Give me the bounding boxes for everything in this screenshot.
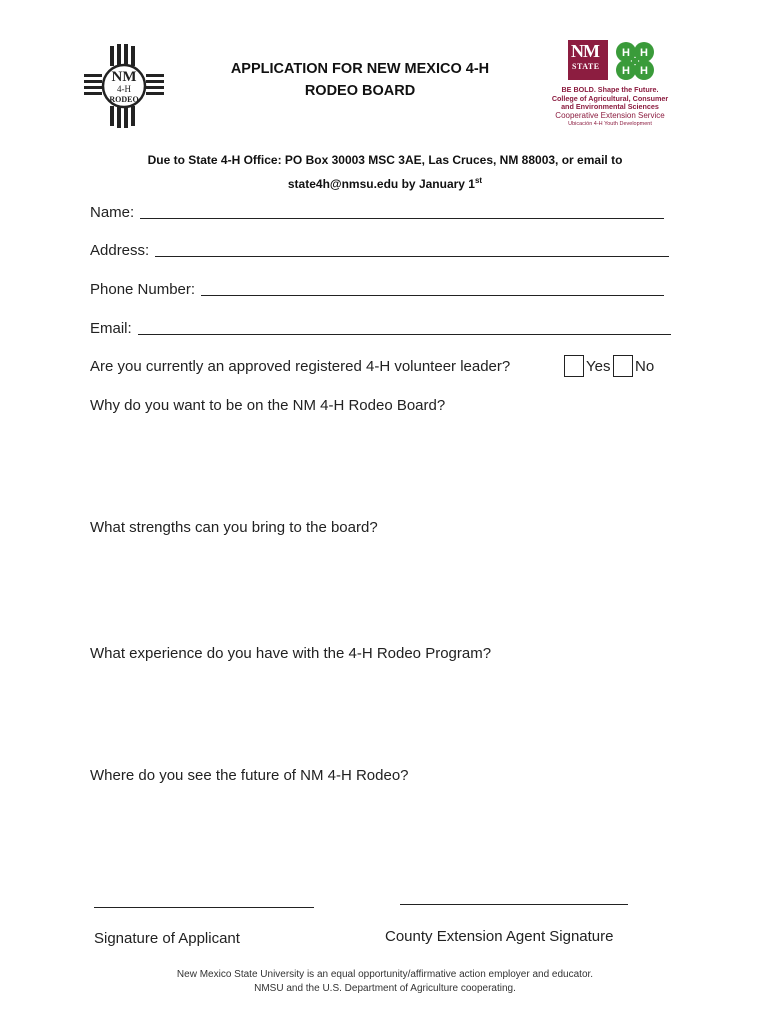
name-field-row [90,204,664,221]
email-input-line[interactable] [138,320,671,335]
question-strengths: What strengths can you bring to the board? [90,519,378,536]
footer-line-1: New Mexico State University is an equal opportunity/affirmative action employer and educator. [176,969,594,980]
clover-letter-3: H [622,65,630,77]
applicant-signature-label: Signature of Applicant [94,930,240,947]
clover-letter-2: H [640,47,648,59]
no-label: No [635,358,655,375]
tagline-line-3: and Environmental Sciences [561,102,659,112]
yes-label: Yes [586,358,611,375]
tagline-line-4: Cooperative Extension Service [555,110,665,120]
no-checkbox[interactable] [613,355,633,377]
question-experience: What experience do you have with the 4-H Rodeo Program? [90,645,492,662]
answer-area-future[interactable] [90,790,680,890]
title-line-1: APPLICATION FOR NEW MEXICO 4-H [230,61,490,77]
footer-line-2: NMSU and the U.S. Department of Agriculture cooperating. [254,983,516,994]
name-input-line[interactable] [140,204,664,219]
four-h-clover-icon [612,38,658,84]
zia-logo-text-mid: 4-H [117,84,131,94]
tagline-line-2: College of Agricultural, Consumer [551,93,669,103]
clover-letter-1: H [622,47,630,59]
zia-rodeo-logo-icon [84,44,164,128]
nmsu-tagline [540,86,680,129]
volunteer-question: Are you currently an approved registered 4-H volunteer leader? [90,358,511,375]
phone-field-row [90,281,664,298]
phone-label: Phone Number: [90,281,196,298]
address-input-line[interactable] [155,242,669,257]
name-label: Name: [90,204,135,221]
address-label: Address: [90,242,150,259]
agent-signature-label: County Extension Agent Signature [385,928,614,945]
answer-area-why-board[interactable] [90,420,680,512]
yes-checkbox[interactable] [564,355,584,377]
email-label: Email: [90,320,132,337]
answer-area-experience[interactable] [90,668,680,763]
applicant-signature-line[interactable] [94,906,314,908]
nm-state-logo [568,40,608,80]
address-field-row [90,242,669,259]
nm-state-logo-nm: NM [571,41,599,61]
phone-input-line[interactable] [201,281,664,296]
nm-state-logo-state: STATE [572,62,600,71]
email-field-row [90,320,671,337]
zia-logo-text-top: NM [111,69,137,85]
title-line-2: RODEO BOARD [304,83,416,99]
agent-signature-line[interactable] [400,903,628,905]
clover-letter-4: H [640,65,648,77]
footer [100,968,670,996]
due-line-2-sup: st [474,176,483,185]
answer-area-strengths[interactable] [90,542,680,642]
zia-logo-text-bottom: RODEO [109,95,139,104]
question-why-board: Why do you want to be on the NM 4-H Rodeo Board? [90,397,446,414]
page-title [200,58,520,102]
due-line-2-text: state4h@nmsu.edu by January 1 [287,177,475,191]
due-line-1: Due to State 4-H Office: PO Box 30003 MSC 3AE, Las Cruces, NM 88003, or email to [147,153,623,167]
tagline-line-5: Ubicación 4-H Youth Development [568,121,652,128]
question-future: Where do you see the future of NM 4-H Rodeo? [90,767,409,784]
due-line-2 [80,172,690,196]
due-instructions [80,148,690,196]
tagline-line-1: BE BOLD. Shape the Future. [561,85,659,94]
